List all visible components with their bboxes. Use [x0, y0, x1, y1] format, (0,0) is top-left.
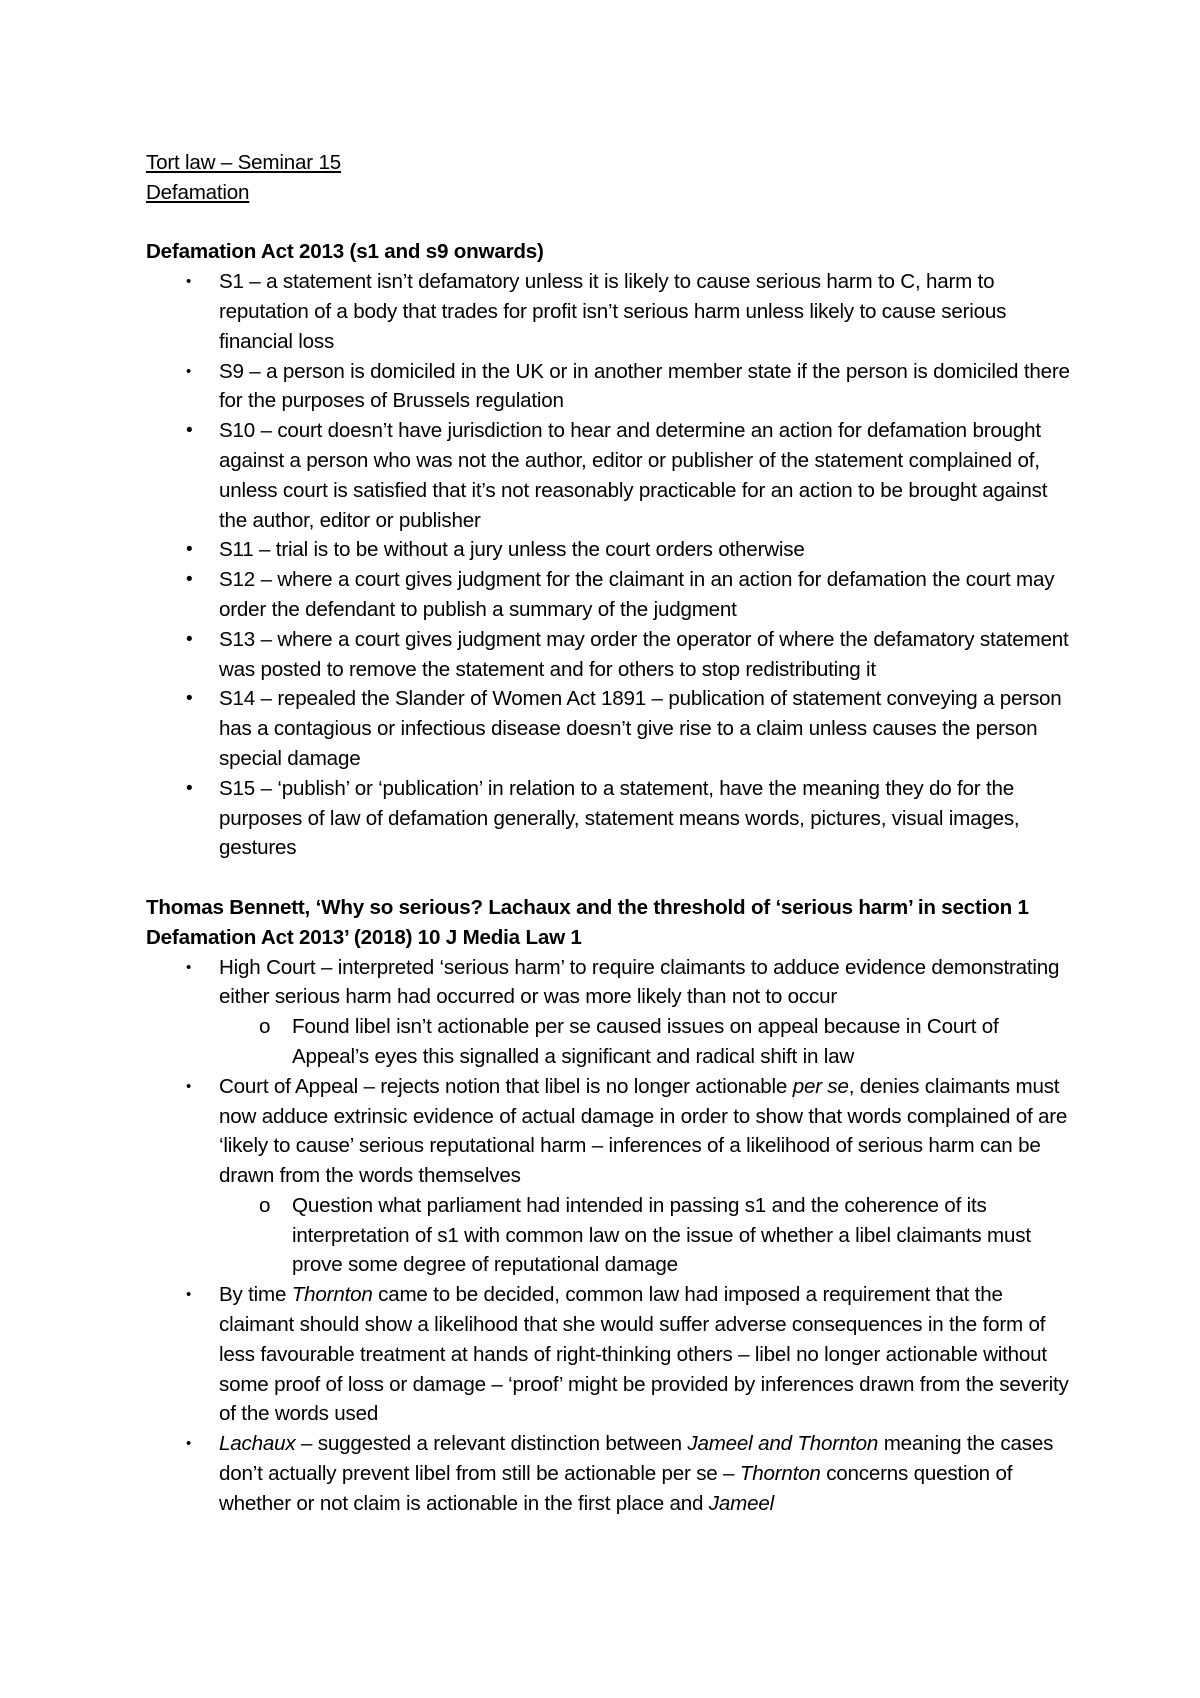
list-item-text: S13 – where a court gives judgment may order the operator of where the defamatory statement was posted to remove the statement and for others to stop redistributing it [219, 627, 1069, 681]
bullet-marker: • [186, 362, 192, 380]
defamation-act-list [146, 267, 1076, 863]
italic-case-name: Thornton [739, 1462, 821, 1486]
list-item [146, 1280, 1076, 1429]
bennett-article-list [146, 953, 1076, 1519]
list-item [146, 774, 1076, 863]
list-item-text: S14 – repealed the Slander of Women Act 1891 – publication of statement conveying a person has a contagious or infectious disease doesn’t give rise to a claim unless causes the person special damage [219, 687, 1062, 770]
list-item-text: Found libel isn’t actionable per se caused issues on appeal because in Court of Appeal’s eyes this signalled a significant and radical shift in law [292, 1015, 999, 1068]
text-run: – suggested a relevant distinction between [295, 1432, 688, 1456]
list-item [146, 357, 1076, 417]
bullet-marker: • [186, 273, 192, 291]
bullet-marker: • [186, 1286, 192, 1304]
list-item-text: S15 – ‘publish’ or ‘publication’ in relation to a statement, have the meaning they do for the purposes of law of defamation generally, statement means words, pictures, visual images, gestures [219, 776, 1020, 860]
section-heading-bennett-article: Thomas Bennett, ‘Why so serious? Lachaux and the threshold of ‘serious harm’ in section 1 Defamation Act 2013’ (2018) 10 J Media Law 1 [146, 895, 1029, 949]
text-run: Court of Appeal – rejects notion that libel is no longer actionable [219, 1074, 793, 1098]
list-item-text: S10 – court doesn’t have jurisdiction to hear and determine an action for defamation brought against a person who was not the author, editor or publisher of the statement complained of, unless court is satisfied that it’s not reasonably practicable for an action to be brought against the author, editor or publisher [219, 419, 1048, 532]
list-item-text [219, 1432, 1053, 1515]
list-item [146, 416, 1076, 535]
italic-case-name: Jameel [708, 1491, 774, 1515]
sub-list-item [146, 1191, 1076, 1280]
bullet-marker: • [186, 1077, 192, 1095]
text-run: By time [219, 1283, 292, 1307]
bullet-marker: • [186, 569, 193, 591]
list-item [146, 1072, 1076, 1191]
list-item-text [219, 1283, 1069, 1425]
text-run: concerns question of whether or not claim is actionable in the first place and [219, 1462, 1013, 1515]
italic-case-name: Lachaux [219, 1432, 296, 1456]
list-item [146, 565, 1076, 625]
text-run: meaning the cases don’t actually prevent libel from still be actionable per se – [219, 1432, 1054, 1486]
bullet-marker: • [186, 539, 193, 561]
text-run: , denies claimants must now adduce extrinsic evidence of actual damage in order to show that words complained of are ‘likely to cause’ serious reputational harm – inferences of a likelihood of serious harm can be drawn from the words themselves [219, 1074, 1068, 1188]
sub-bullet-marker: o [259, 1015, 271, 1039]
list-item [146, 684, 1076, 773]
list-item-text: S12 – where a court gives judgment for the claimant in an action for defamation the court may order the defendant to publish a summary of the judgment [219, 568, 1055, 621]
list-item-text: S9 – a person is domiciled in the UK or in another member state if the person is domiciled there for the purposes of Brussels regulation [219, 359, 1070, 413]
italic-case-name: Thornton [291, 1283, 373, 1307]
list-item [146, 625, 1076, 685]
text-run: came to be decided, common law had imposed a requirement that the claimant should show a likelihood that she would suffer adverse consequences in the form of less favourable treatment at hands of right-thinking others – libel no longer actionable without some proof of loss or damage – ‘proof’ might be provided by inferences drawn from the severity of the words used [219, 1283, 1069, 1426]
bullet-marker: • [186, 628, 193, 650]
bullet-marker: • [186, 777, 193, 799]
list-item-text [219, 1075, 1067, 1187]
bullet-marker: • [186, 420, 193, 442]
list-item [146, 1429, 1076, 1518]
bullet-marker: • [186, 688, 193, 710]
italic-term: per se [792, 1074, 849, 1098]
sub-bullet-marker: o [259, 1193, 271, 1217]
document-subtitle: Defamation [146, 180, 250, 204]
document-title: Tort law – Seminar 15 [146, 151, 341, 174]
list-item [146, 267, 1076, 356]
list-item [146, 953, 1076, 1013]
section-heading-defamation-act: Defamation Act 2013 (s1 and s9 onwards) [146, 240, 544, 264]
italic-case-name: Jameel and Thornton [687, 1432, 879, 1456]
list-item-text: Question what parliament had intended in passing s1 and the coherence of its interpretation of s1 with common law on the issue of whether a libel claimants must prove some degree of reputational damage [292, 1193, 1031, 1277]
list-item [146, 535, 1076, 565]
sub-list-item [146, 1012, 1076, 1072]
document-page [146, 148, 1076, 1519]
list-item-text: High Court – interpreted ‘serious harm’ to require claimants to adduce evidence demonstrating either serious harm had occurred or was more likely than not to occur [219, 955, 1060, 1009]
list-item-text: S1 – a statement isn’t defamatory unless it is likely to cause serious harm to C, harm to reputation of a body that trades for profit isn’t serious harm unless likely to cause serious financial loss [219, 270, 1007, 353]
bullet-marker: • [186, 1435, 192, 1453]
list-item-text: S11 – trial is to be without a jury unless the court orders otherwise [219, 538, 805, 562]
bullet-marker: • [186, 958, 192, 976]
